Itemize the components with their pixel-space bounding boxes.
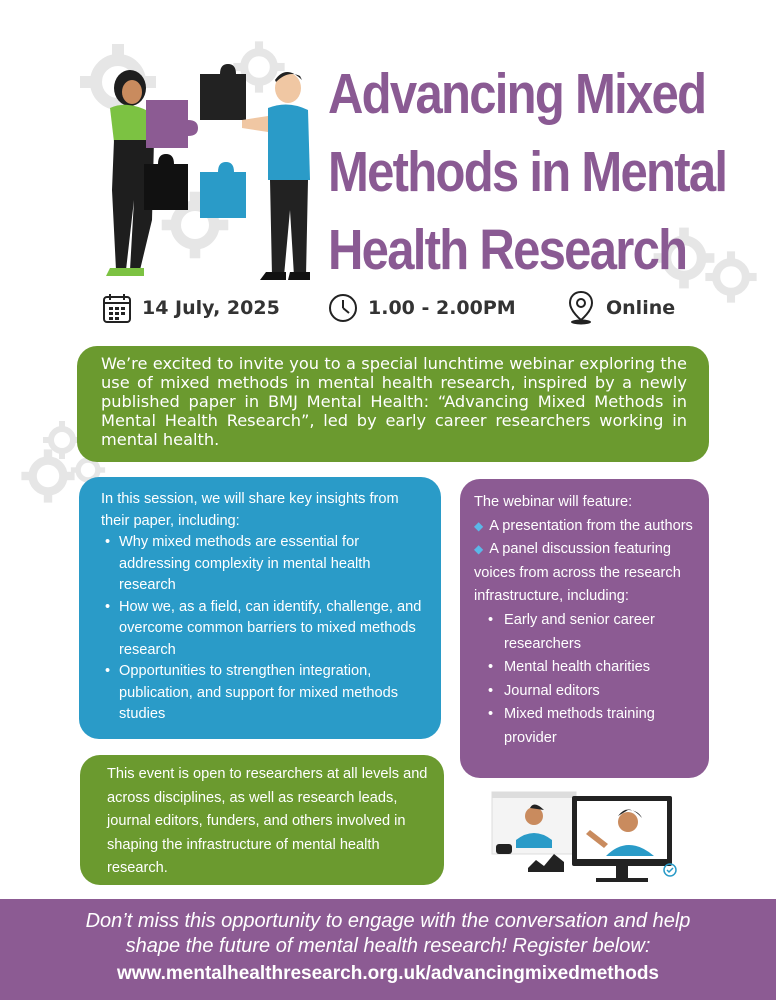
list-item: • Journal editors [486,680,699,704]
location-pin-icon [566,290,596,326]
event-time [328,290,516,326]
session-lead: In this session, we will share key insights from their paper, including: [101,491,399,529]
calendar-icon [102,292,132,324]
diamond-bullet-icon: ◆ [474,518,484,533]
feature-item: ◆ A presentation from the authors [474,517,693,534]
feature-item: ◆ A panel discussion featuring voices from across the research infrastructure, including: [474,541,681,605]
list-item: • Early and senior career researchers [486,609,699,656]
footer-banner [0,899,776,1000]
title-line: Health Research [328,218,687,282]
event-location [566,290,675,326]
location-text: Online [606,297,676,319]
list-item: • How we, as a field, can identify, challenge, and overcome common barriers to mixed methods research [101,597,427,662]
cta-line: shape the future of mental health research! Register below: [125,935,651,957]
webinar-lead: The webinar will feature: [474,494,633,510]
diamond-bullet-icon: ◆ [474,542,484,557]
list-item: • Why mixed methods are essential for addressing complexity in mental health research [101,532,427,597]
cta-line: Don’t miss this opportunity to engage with the conversation and help [85,910,691,932]
event-date [102,290,280,326]
webinar-features-box [460,479,709,778]
time-text: 1.00 - 2.00PM [368,297,516,319]
list-item: • Opportunities to strengthen integration, publication, and support for mixed methods studies [101,661,427,726]
session-points [101,532,427,726]
panel-list [486,609,699,751]
intro-box [77,346,709,462]
clock-icon [328,293,358,323]
register-link[interactable]: www.mentalhealthresearch.org.uk/advancingmixedmethods [116,963,659,984]
video-call-illustration [488,786,688,890]
title-line: Methods in Mental [328,140,727,204]
list-item: • Mixed methods training provider [486,703,699,750]
intro-text: We’re excited to invite you to a special lunchtime webinar exploring the use of mixed methods in mental health research, inspired by a newly published paper in BMJ Mental Health: “Advancing Mixed Methods in Mental Health Research”, led by early career researchers working in mental health. [101,354,687,449]
audience-text: This event is open to researchers at all levels and across disciplines, as well as research leads, journal editors, funders, and others involved in shaping the infrastructure of mental health research. [107,766,428,876]
date-text: 14 July, 2025 [142,297,280,319]
list-item: • Mental health charities [486,656,699,680]
page-title [328,55,727,289]
title-line: Advancing Mixed [328,62,706,126]
gear-icon [704,250,758,304]
session-box [79,477,441,739]
puzzle-people-illustration [70,40,330,290]
audience-box [80,755,444,885]
